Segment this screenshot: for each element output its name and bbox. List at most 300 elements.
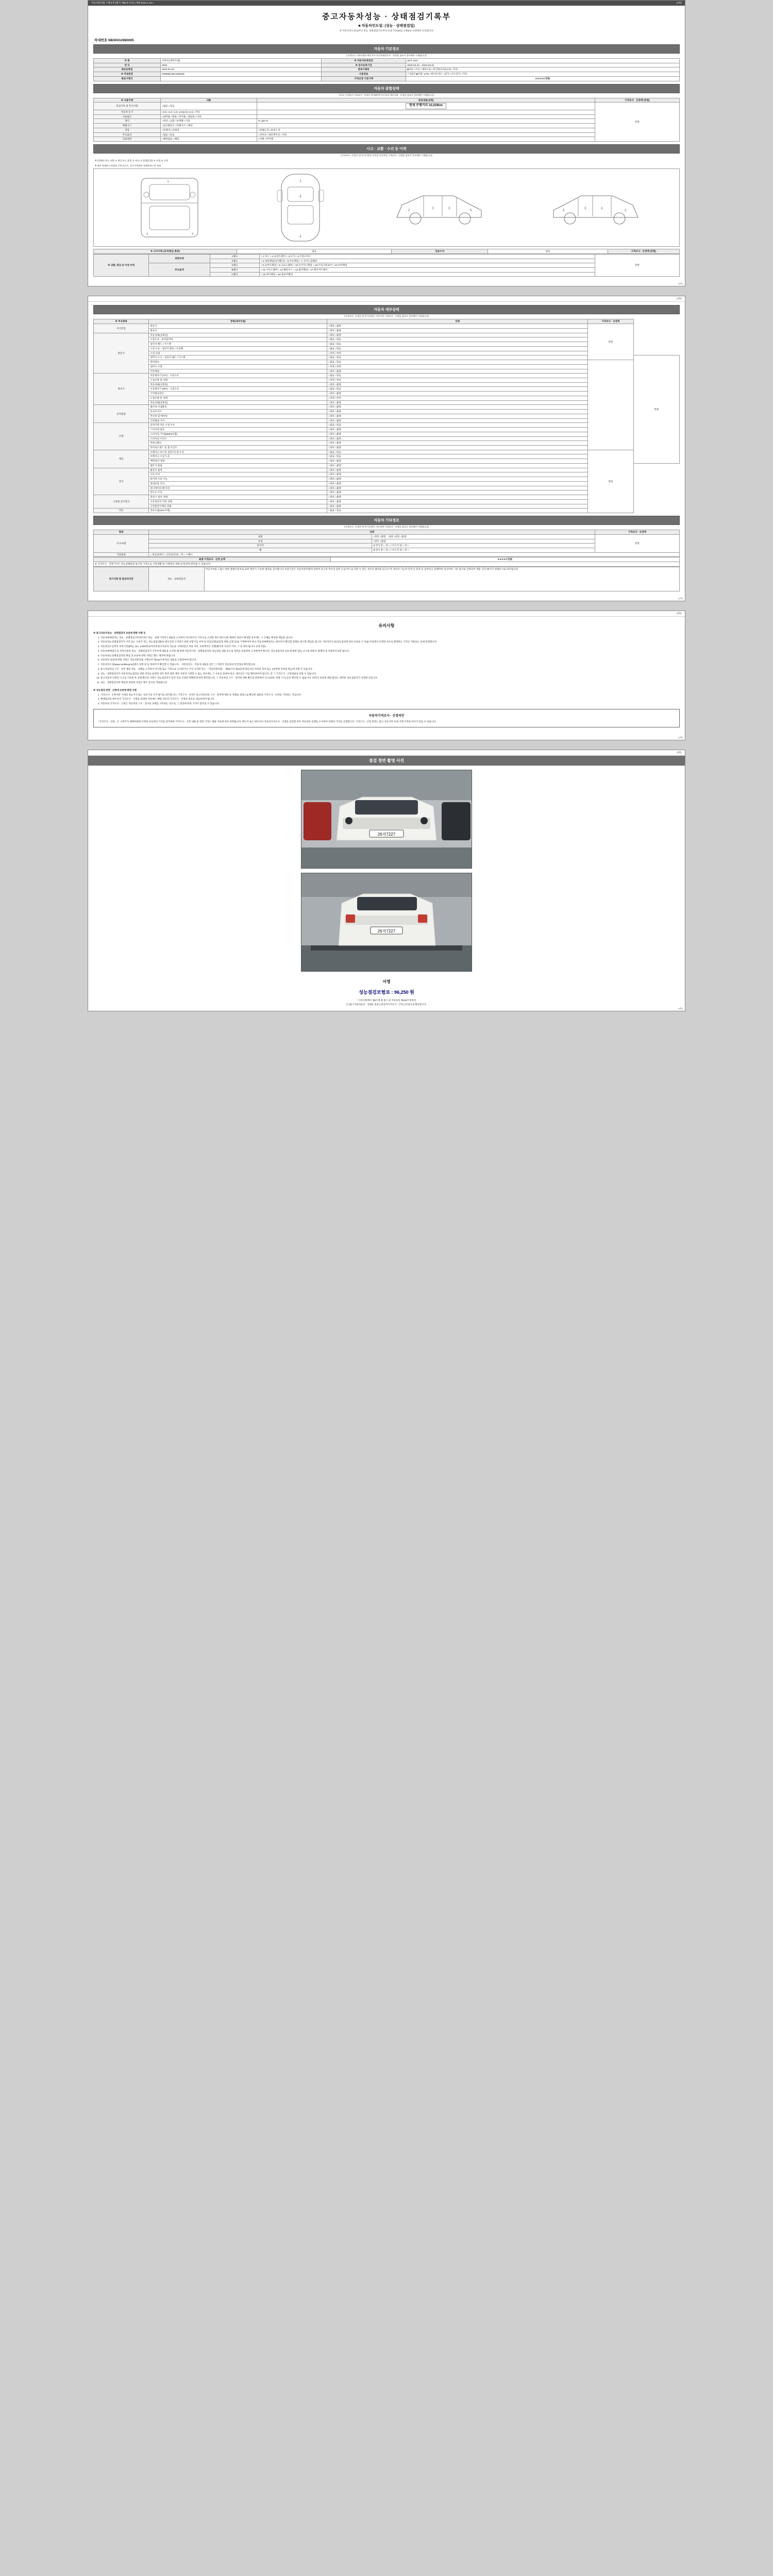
detail-col-3: 상태: [327, 319, 587, 324]
basic-label-10: 가격산정 기준가액: [322, 76, 406, 81]
detail-state: □없음 □있음: [327, 454, 587, 459]
detail-group-2: 변속기: [94, 374, 149, 405]
sheet-page-3: [88, 611, 685, 740]
detail-item: 오일유량 및 상태: [149, 378, 327, 383]
svg-text:6: 6: [299, 195, 301, 199]
overall-price: 만원: [595, 103, 679, 142]
table-row: [94, 364, 680, 369]
other-val-1-right: □양호 □불량: [393, 535, 407, 538]
detail-item: 오일누유 - 로커암커버: [149, 337, 327, 342]
basic-label-6: 변속기종류: [322, 67, 406, 72]
table-row: [94, 544, 680, 548]
fee-footnote-2: [ㅁ]중고자동차등록 · 상태를 검증 [ ]자동차가격조사 · 산정 ( )신청으로 확인합니다.: [346, 1003, 427, 1006]
page-subtitle-note: ※ 자동차인도일로부터 성능·상태점검기록부의 보증기간(30일, 2천km) 이내에만 유효합니다: [339, 29, 434, 32]
detail-item: 발전기 출력: [149, 468, 327, 472]
detail-state: □없음 □있음: [327, 346, 587, 351]
detail-group-3: 동력전달: [94, 405, 149, 423]
list-item: 7. 자동차인도일(www.car365.go.kr)에서 상태 및 등 정보까지 확인할 수 있습니다. · 자동차인도 : 자동차 내용을 같은 그 어떤지 자동차의 안전성을 확인합니다.: [100, 663, 680, 667]
list-item: 11. 성능 · 상태점검자의 책임과 관련한 사항은 별도 문서로 적용됩니다.: [100, 681, 680, 685]
overall-col-3: 점검내용(상태): [257, 98, 595, 103]
page-title: 중고자동차성능 · 상태점검기록부: [322, 12, 451, 21]
detail-item: 구동축전지 격리 상태: [149, 499, 327, 504]
detail-state: □양호 □불량: [327, 400, 587, 405]
inner-frame-label: 주요골격: [149, 263, 210, 277]
svg-text:3: 3: [601, 207, 603, 211]
basic-label-5: 최초등록일: [94, 67, 161, 72]
svg-text:2: 2: [408, 209, 410, 213]
other-col-1: 항목: [94, 530, 149, 535]
svg-text:2: 2: [146, 233, 148, 236]
table-row: [94, 254, 680, 259]
rank-1-label: 1랭크: [210, 254, 260, 259]
simple-repair-label: 단순수리: [392, 249, 488, 254]
svg-text:26저7227: 26저7227: [377, 928, 396, 934]
svg-text:5: 5: [470, 209, 472, 213]
other-key-2: 유리: [149, 539, 372, 544]
notice-list: [100, 636, 680, 685]
section-detail: 자동차 세부상태: [93, 305, 680, 314]
detail-item: 라디에이터 팬 모터: [149, 486, 327, 490]
overall-det-3: [257, 114, 595, 119]
detail-item: 시동 모터: [149, 472, 327, 477]
table-row: [94, 382, 680, 387]
table-row: [94, 567, 680, 591]
page-footer-4: (4쪽): [678, 1007, 683, 1010]
detail-state: □양호 □불량: [327, 428, 587, 432]
table-row: [94, 72, 680, 77]
detail-item: 오일 유량: [149, 351, 327, 355]
table-row: [94, 405, 680, 410]
list-item: 2. 자동차성능상태점검자가 거짓 또는 오류가 있는 성능점검내용을 매수인에 고지하기 위한 보험가입 여부 및 보험금액(보증을 위한 금액 등)을 기재하여야 하고 자동차매매업자는 매수인이 확인할 상태를 제시할 책임을 집니다. 자동차인도일(성능점검에 따른 보증을 수 있습니다)에서 인정한 사유로 발생하는 기간은 적용되는 등에 한정합니다.: [100, 640, 680, 644]
basic-value-7: KNM9B14DUU05408: [161, 72, 322, 77]
sub-rank-1-label: X랭크: [210, 263, 260, 268]
table-head-row: [94, 530, 680, 535]
basic-label-4: ※ 검사유효기간: [322, 63, 406, 67]
overall-col-4: 가격조사 · 산정액 (만원): [595, 98, 679, 103]
vin-line: [93, 37, 680, 44]
detail-item: 냉각수 수량: [149, 364, 327, 369]
svg-text:26저7227: 26저7227: [377, 832, 396, 837]
table-row: [94, 557, 680, 562]
detail-group-0: 자기진단: [94, 324, 149, 333]
detail-item: 변속기: [149, 328, 327, 333]
detail-state: □없음 □있음: [327, 387, 587, 392]
basic-value-5: 2020-03-23: [161, 67, 322, 72]
form-legal-ref: 자동차관리법 시행규칙 [별지 제82호서식] <개정 2023.1.19.>: [91, 2, 154, 4]
section-accident-note: (가격조사 · 산정은 및 특기사항은 부식과 자동차만 가격조사 · 산정을 참조로 경우에만 기재됩니다): [93, 154, 680, 158]
basic-value-6: ■자동 □수동 □세미오토 □무단변속기(CVT) □기타: [406, 67, 680, 72]
vehicle-photo-rear: [301, 873, 472, 972]
svg-text:1: 1: [299, 180, 301, 183]
accident-history-table: [93, 249, 680, 254]
overall-key-4: 계기: [94, 119, 161, 124]
detail-state: □양호 □불량: [327, 436, 587, 441]
section-detail-note: (가격조사 · 산정은 및 특기사항은 자동차만 가격조사 · 산정을 참조로 경우에만 기재됩니다): [93, 314, 680, 319]
detail-state: □없음 □있음: [327, 342, 587, 347]
total-value: 0 0 0 0 0 만원: [330, 557, 679, 562]
table-row: [94, 436, 680, 441]
notice-sub-list: [100, 693, 680, 706]
table-row: [94, 263, 680, 268]
basic-info-table: [93, 58, 680, 81]
table-row: [94, 539, 680, 544]
total-note: ※ 가격조사 · 산정가격은 성능상태점검 당시의 가격으로 시장상황 및 구매자의 상태 등에 따라 변동될 수 있습니다: [94, 562, 680, 567]
detail-item: 타이로드엔드 및 볼 조인트: [149, 446, 327, 450]
table-row: [94, 119, 680, 124]
total-price-table: [93, 557, 680, 566]
table-row: [94, 63, 680, 67]
table-row: [94, 369, 680, 374]
other-val-4: 운전석 앞 □ 뒤 □ / 조수석 앞 □ 뒤 □: [372, 548, 595, 552]
detail-group-6: 전기: [94, 468, 149, 495]
detail-item: 작동상태(공회전): [149, 333, 327, 337]
list-item: 6. 자동차의 점검에 관한 사항은 자동차관리법 시행규칙 제120조에 따른 내용을 포함하여야 합니다.: [100, 658, 680, 662]
simple-repair-value: 없음: [488, 249, 608, 254]
detail-state: □적정 □부족: [327, 378, 587, 383]
page-2-header: [88, 296, 685, 302]
car-top-view: [272, 172, 329, 244]
accident-legend-2: ※ 하단 상태표시 용품의 기준으로서, 기타 우측하단 상태에 표시로 참조: [95, 164, 161, 167]
form-header-bar: [88, 1, 685, 6]
detail-item: 자동변속기 (A/T) - 오일누유: [149, 374, 327, 378]
detail-state: □양호 □불량: [327, 369, 587, 374]
detail-state: □없음 □있음: [327, 355, 587, 360]
detail-state: □양호 □불량: [327, 459, 587, 464]
sub-rank-3-label: C랭크: [210, 272, 260, 277]
page-footer-1: (1쪽): [678, 282, 683, 285]
page-number-2: (2쪽): [676, 297, 682, 300]
overall-val-3: □대여용 □관용 □자가용 □영업용 □기타: [161, 114, 257, 119]
detail-item: 윈도우 모터: [149, 490, 327, 495]
detail-item: 고전원전기배선 상태: [149, 504, 327, 509]
table-row: [94, 360, 680, 365]
list-item: 4. 자동차매매업자 등 건강자동차 성능 · 상태점검자가 기록부에 내용을 고지할 때 현행 자동차시장 · 상태점검자의 성능점검 내용 등으로 업무를 효율하여 고지하여야 합니다. 성능점검자의 성능에 대한 검토 고시에 의하여, 판매자 후 자발적으로만 됩니다.: [100, 650, 680, 653]
detail-item: 커먼레일: [149, 369, 327, 374]
table-row: [94, 378, 680, 383]
svg-text:3: 3: [448, 207, 450, 211]
detail-state: □양호 □불량: [327, 414, 587, 418]
detail-item: 오일 누유 - 실린더 블록 / 오일팬: [149, 346, 327, 351]
detail-item: 동력조향 작동 오일 누유: [149, 423, 327, 428]
overall-det-2: [257, 110, 595, 114]
detail-state: □양호 □불량: [327, 481, 587, 486]
detail-state: □양호 □불량: [327, 392, 587, 396]
other-table: [93, 530, 680, 557]
overall-det-8: □이행 □미이행: [257, 137, 595, 142]
detail-item: 벨브가 풀림: [149, 463, 327, 468]
odometer-value: 현재 주행거리 10,029km: [406, 103, 446, 109]
detail-state: □적정 □부족: [327, 351, 587, 355]
overall-key-8: 리콜대상: [94, 137, 161, 142]
table-head-row: [94, 98, 680, 103]
table-row: [94, 562, 680, 567]
list-item: 1. 가격조사 · 산정이란 시세의 성능기사 또는 보증기의 가격 평가를 의미합니다. 가격조사 · 산정은 중고자동차의 구조 · 장치에 대한 등 상태를 점검으로 확인한 내용의 가격조사 · 산정을 기록하는 것입니다.: [100, 693, 680, 697]
section-basic-info: 자동차 기본정보: [93, 44, 680, 54]
svg-text:5: 5: [563, 209, 565, 213]
detail-state: □양호 □불량: [327, 468, 587, 472]
inspection-fee: 성능점검보험료 : 96,250 원: [359, 989, 414, 995]
detail-price-1: 만원: [587, 324, 633, 360]
table-row: [94, 324, 680, 329]
notice-head: ※ 중고자동차성능 · 상태점검자 보증에 관한 사항 등: [93, 631, 146, 634]
notice-title: 유의사항: [378, 623, 395, 628]
rank-1-items: □ 1.후드 □ 2.프론트팬더 □ 3.도어 □ 4.트렁크리드: [259, 254, 595, 259]
list-item: 5. 자동차성능상태점검자의 책임 및 보증에 관한 사항은 별도 계약에 따릅니다.: [100, 654, 680, 658]
detail-state: □양호 □불량: [327, 495, 587, 500]
svg-text:1: 1: [167, 180, 169, 184]
table-row: [94, 548, 680, 552]
sub-rank-2-label: B랭크: [210, 267, 260, 272]
table-row: [94, 76, 680, 81]
basic-label-8: 사용연료: [322, 72, 406, 77]
overall-val-4: □정상 □교환 □부정확 □기타: [161, 119, 257, 124]
table-row: [94, 534, 680, 539]
basic-items-value: □ 취급설명서 □ 안전삼각대 □ 잭 □ 스패너: [149, 552, 680, 557]
basic-label-1: 차 명: [94, 59, 161, 63]
detail-item: 기어변속장치: [149, 392, 327, 396]
car-front-view: [131, 174, 208, 241]
detail-state: □양호 □불량: [327, 463, 587, 468]
detail-item: 브레이크 오일 누유: [149, 454, 327, 459]
section-accident: 사고 · 교환 · 수리 등 이력: [93, 144, 680, 154]
page-3-header: [88, 611, 685, 617]
detail-state: □양호 □불량: [327, 504, 587, 509]
accident-price-label: 가격조사 · 산정액 (만원): [608, 249, 679, 254]
fee-footnote-1: * 기록사항에서 제5조에 및 중고 및 자동차의 제130조에 따라: [357, 998, 416, 1002]
detail-item: 추진축 및 베어링: [149, 414, 327, 418]
other-val-2: □양호 □불량: [372, 539, 595, 544]
sheet-page-4: [88, 750, 685, 1011]
detail-state: □양호 □불량: [327, 486, 587, 490]
detail-item: 클러치 어셈블리: [149, 405, 327, 410]
sheet-page-1: [88, 0, 685, 286]
other-val-3: 운전석 앞 □ 뒤 □ / 조수석 앞 □ 뒤 □: [372, 544, 595, 548]
detail-state: □없음 □있음: [327, 360, 587, 365]
table-row: [94, 450, 680, 454]
other-key-3: 타이어: [149, 544, 372, 548]
detail-item: 원동기: [149, 324, 327, 329]
table-row: [94, 418, 680, 423]
overall-col-1: ※ 사용이력: [94, 98, 161, 103]
overall-key-1: 전입기록 및 특기사항: [94, 103, 161, 110]
photo-section-title: 점검 정면 촬영 사진: [88, 756, 685, 766]
other-key-1: 외관: [149, 534, 372, 539]
table-row: [94, 374, 680, 378]
vin-label: 차대번호: [94, 39, 108, 42]
detail-state: □없음 □있음: [327, 450, 587, 454]
rank-2-label: 2랭크: [210, 259, 260, 263]
detail-state: □없음 □있음: [327, 337, 587, 342]
list-item: 3. 자동차인도일부터 보증기간(30일, 또는 2,000킬로미터에 중고자동차 성능을 고려되었고 보증 이후, 보증계약은 건별(별지의 이상이 이후, 그 을 권의 됩니다 규정 비용): [100, 645, 680, 649]
valuation-box-title: 자동차가격조사 · 산정의안: [368, 714, 405, 718]
page-number-3: (3쪽): [676, 612, 682, 615]
detail-state: □없음 □있음: [327, 423, 587, 428]
overall-table: [93, 98, 680, 142]
detail-item: 워터펌프: [149, 360, 327, 365]
detail-price-3: 만원: [587, 450, 633, 513]
svg-text:3: 3: [584, 207, 586, 211]
table-row: [94, 414, 680, 418]
basic-value-9: [161, 76, 322, 81]
detail-item: 실린더 헤드 / 가스켓: [149, 342, 327, 347]
other-val-1: [372, 534, 595, 539]
other-val-1-left: □양호 □불량: [373, 535, 386, 538]
overall-det-4: % cpm %: [257, 119, 595, 124]
table-row: [94, 441, 680, 446]
svg-text:2: 2: [625, 209, 627, 213]
section-other: 자동차 기타정보: [93, 516, 680, 525]
vin-value: NB3KIG2980005: [108, 39, 134, 42]
total-label: 최종 가격조사 · 산정 금액: [94, 557, 331, 562]
page-number-4: (4쪽): [676, 751, 682, 754]
basic-items-label: 기본품목: [94, 552, 149, 557]
table-row: [94, 249, 680, 254]
special-note-table: [93, 567, 680, 591]
svg-text:4: 4: [299, 235, 301, 239]
sheet-page-2: [88, 296, 685, 601]
rank-2-items: □ 5.쿼터패널(리어팬더) □ 6.루프패널 □ 7.사이드실패널: [259, 259, 595, 263]
table-row: [94, 396, 680, 400]
sub-rank-3-items: □ 15.대시패널 □ 16.플로어패널: [259, 272, 595, 277]
overall-key-5: 배출가스: [94, 124, 161, 128]
section-basic-note: (가계신고 가격사항은 확인자의 자동차대장으로 · 산정을 참조로 경우에만 기재됩니다): [93, 54, 680, 58]
overall-det-7: □선루프 □내비게이션 □기타: [257, 132, 595, 137]
car-side-view-left: [393, 184, 485, 231]
table-row: [94, 103, 680, 110]
list-item: 1. 자동차매매업자는 성능 · 상태점검기록부(이하 "성능 · 상태 기록부") 내용을 고지하지 아니하거나 거짓으로 고지할 경우 매수인에 대하여 과실이 발생할 경우에는 그 손해를 배상할 책임을 집니다.: [100, 636, 680, 640]
section-overall: 자동차 종합상태: [93, 84, 680, 93]
accident-history-value: 없음: [237, 249, 392, 254]
accident-price-value: 만원: [595, 254, 679, 277]
detail-item: 스티어링 조인트: [149, 436, 327, 441]
detail-item: 실내송풍 모터: [149, 481, 327, 486]
list-item: 9. 성능 · 상태점검자가 자동차성능점검을 위한 장치를 운영한 경우 관련 권한 제약 사항과 기재할 수 없는 경우에는 그 사유를 알려야 하고, 매수인은 이를 확인하여야 합니다. 단 그 가격조사 · 산정내용을 알릴 수 있습니다.: [100, 672, 680, 676]
detail-item: 스티어링 펌프: [149, 428, 327, 432]
detail-col-2: 항목(세부부품): [149, 319, 327, 324]
list-item: 10. 중고자동차 인정된 시고를 기록한 후 실제 확인된 사항은 성능점검자가 알린 것을 인정한 정확하게 판단 확인합니다. 그 자동차의 구조 · 장치에 대한 확인과 관련하여 사고(외관, 차체 구조) 등을 확인할 수 없습니다. 따라서 보증에 대한 범위는 대부분 성능점검자가 인정한 것입니다.: [100, 676, 680, 680]
basic-value-10: 0 0 0 0 0 만원: [406, 76, 680, 81]
detail-item: 충전구 절연 상태: [149, 495, 327, 500]
overall-key-7: 주요옵션: [94, 132, 161, 137]
svg-text:2: 2: [192, 233, 194, 236]
table-row: [94, 67, 680, 72]
detail-state: □양호 □불량: [327, 472, 587, 477]
basic-value-1: 모하비 (세부모델): [161, 59, 322, 63]
list-item: 2. 매매업자의 매수인이 가격조사 · 산정을 의뢰한 경우에는 해당 자동차 가격조사 · 산정의 정보를 제공하여야 합니다.: [100, 698, 680, 701]
detail-table: [93, 319, 680, 513]
table-row: [94, 114, 680, 119]
detail-state: □양호 □불량: [327, 432, 587, 436]
detail-state: □없음 □있음: [327, 509, 587, 513]
special-sub-label: 성능 · 상태점검자: [149, 567, 204, 591]
detail-state: □양호 □불량: [327, 499, 587, 504]
valuation-definition-box: [93, 709, 680, 727]
basic-value-8: □가솔린 ■디젤 □LPG □하이브리드 □전기 □수소전기 □기타: [406, 72, 680, 77]
accident-history-label: ※ 사고이력 (교차/판금 종류): [94, 249, 237, 254]
page-footer-3: (3쪽): [678, 736, 683, 739]
list-item: 8. 중고자동차의 구조 · 장치 별의 성능 · 상태를 고지하지 아니한 또는 거짓으로 고지하거나 거짓 고지한 자는 「자동차관리법」 제80조의 제10호에 따라 2년 이하의 징역 또는 2천만원 이하의 벌금에 처할 수 있습니다.: [100, 668, 680, 671]
table-row: [94, 128, 680, 132]
table-row: [94, 428, 680, 432]
detail-state: □양호 □불량: [327, 490, 587, 495]
accident-legend-1: ※ (상태표시) 1. 교환, 2. 판금 또는 용접, 3. 부식, 4. 흠집(긁힘), 5. 요철, 6. 손상: [95, 159, 169, 162]
basic-value-3: 2020: [161, 63, 322, 67]
table-row: [94, 110, 680, 114]
other-price: 만원: [595, 534, 679, 552]
table-row: [94, 387, 680, 392]
accident-parts-table: [93, 254, 680, 277]
detail-state: □적정 □부족: [327, 396, 587, 400]
sub-rank-2-items: □ 11.사이드멤버 □ 12.휠하우스 □ 13.필러패널 □ 17.패키지트레이: [259, 267, 595, 272]
detail-price-2: 만원: [633, 355, 679, 464]
table-row: [94, 410, 680, 414]
table-row: [94, 423, 680, 428]
overall-det-6: □전체도색 □부분도색: [257, 128, 595, 132]
valuation-box-text: 「가격조사 · 산정」은 시세가가 매매차량에 산정한 자동차의 가격을 의미하며 가격조사 · 산정 내용 및 관련 가격은 해당 기준에 따라 결정됩니다. 매도자 또는 매수인이 자동차가격조사 · 산정을 의뢰할 경우 자동차의 상태를 조사하여 차량의 가격을 산정합니다. 가격조사 · 산정 결과는 참고 자료이며 실제 거래 가격과 차이가 있을 수 있습니다.: [97, 720, 436, 723]
basic-label-9: 원동기형식: [94, 76, 161, 81]
car-side-view-right: [549, 184, 642, 231]
detail-item: 오일유량 및 상태: [149, 396, 327, 400]
overall-val-1: □없음 □있음: [161, 103, 257, 110]
section-other-note: (가격조사 · 산정은 및 특기사항은 자동차만 가격조사 · 산정을 참조로 경우에만 기재됩니다): [93, 525, 680, 530]
detail-group-5: 제동: [94, 450, 149, 468]
detail-item: 등속조인트: [149, 410, 327, 414]
table-row: [94, 400, 680, 405]
special-label: 특기사항 및 점검자의견: [94, 567, 149, 591]
page-footer-2: (2쪽): [678, 597, 683, 600]
other-col-3: 가격조사 · 산정액: [595, 530, 679, 535]
overall-odometer: [257, 103, 595, 110]
detail-state: □양호 □불량: [327, 324, 587, 329]
detail-item: 냉각수 누수 - 실린더 헤드 / 가스켓: [149, 355, 327, 360]
detail-item: 작동상태(공회전): [149, 400, 327, 405]
detail-item: 파워크랭크: [149, 441, 327, 446]
sub-rank-1-items: □ 8.프론트패널 □ 9.크로스멤버 □ 10.인사이드패널 □ 16.트렁크플로어 □ 10.리어패널: [259, 263, 595, 268]
detail-item: 연료누출(LPG포함): [149, 509, 327, 513]
detail-item: 수동변속기 (M/T) - 오일누유: [149, 387, 327, 392]
overall-val-6: □무채색 □유채색: [161, 128, 257, 132]
other-col-2: 상태: [149, 530, 595, 535]
other-key-4: 휠: [149, 548, 372, 552]
basic-value-4: 2020-03-23 ~ 2024-03-22: [406, 63, 680, 67]
parts-label: ※ 교환, 판금 등 이상 부위: [94, 254, 149, 277]
detail-col-1: ※ 주요항목: [94, 319, 149, 324]
table-row: [94, 552, 680, 557]
table-row: [94, 59, 680, 63]
detail-item: 와이퍼 모터 기능: [149, 477, 327, 482]
overall-val-8: □해당없음 □해당: [161, 137, 257, 142]
overall-key-6: 색상: [94, 128, 161, 132]
detail-group-7: 고전원 전기장치: [94, 495, 149, 509]
detail-item: 작동상태(공회전): [149, 382, 327, 387]
list-item: 3. 자동차의 가격조사 · 산정은 자동차의 구조 · 장치의 상태를 기록하는 것으로, 그 결과에 따라 가격이 달라질 수 있습니다.: [100, 702, 680, 706]
detail-state: □양호 □불량: [327, 418, 587, 423]
table-row: [94, 137, 680, 142]
section-overall-note: (주요 구성품의 가격조사 · 산정은 별지6번에 자동차의 세부상태 · 산정을 참조로 경우에만 기재됩니다): [93, 93, 680, 98]
overall-key-2: 자동차 등기: [94, 110, 161, 114]
table-row: [94, 124, 680, 128]
basic-label-3: 연 식: [94, 63, 161, 67]
car-damage-diagram: [93, 168, 680, 247]
page-4-header: [88, 750, 685, 756]
detail-state: □적정 □부족: [327, 364, 587, 369]
other-group-label: 사고/교환: [94, 534, 149, 552]
table-row: [94, 446, 680, 450]
basic-value-2: 26저-7227: [406, 59, 680, 63]
table-row: [94, 432, 680, 436]
detail-group-4: 조향: [94, 423, 149, 450]
special-text: 비공식부품 드립니 관련 불법자동차로 또한 철차가 기능한 범위로 검사합니다 보증기간은 자동차관리법에 의하여 중고자 특수성 업무 도로 버스로 인한 수 있는 경우의 범위로 있고서 약 자동차 기능적 인정 등 전자 등 업무하고 실행하여 검사하여 그런 검사로 인정되어 제품 기간 20가지 상태표시로 비유됩니다.: [204, 567, 679, 591]
